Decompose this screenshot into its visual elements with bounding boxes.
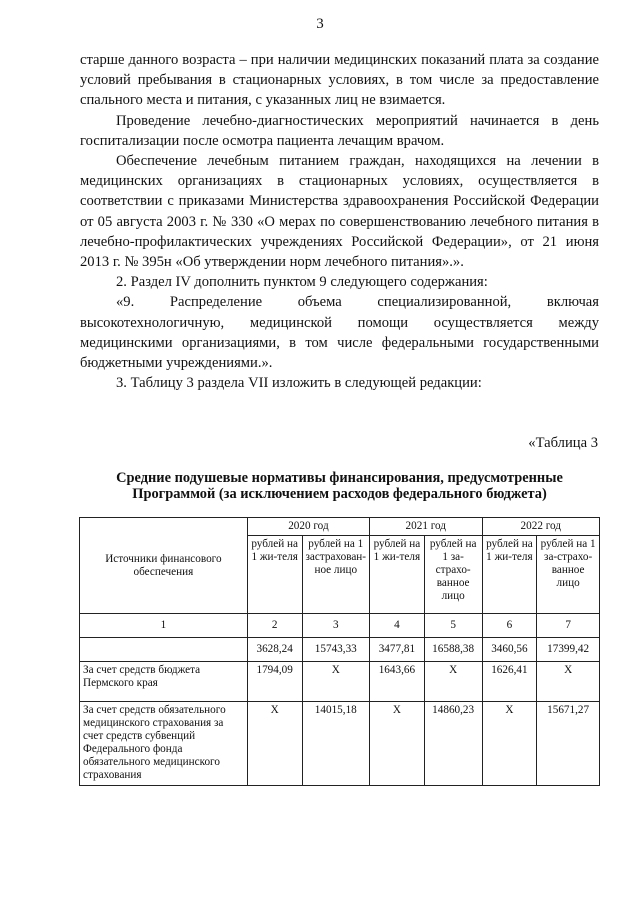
- unit-header: рублей на 1 застрахован-ное лицо: [302, 536, 370, 614]
- unit-header: рублей на 1 жи-теля: [370, 536, 425, 614]
- source-header: Источники финансового обеспечения: [80, 518, 248, 614]
- column-number: 1: [80, 614, 248, 638]
- table-cell: 15671,27: [537, 702, 600, 786]
- year-header: 2020 год: [247, 518, 369, 536]
- row-label: За счет средств бюджета Пермского края: [80, 662, 248, 702]
- table-cell: 14015,18: [302, 702, 370, 786]
- year-header: 2021 год: [370, 518, 483, 536]
- body-text: [80, 50, 599, 393]
- paragraph-section-iv: 2. Раздел IV дополнить пунктом 9 следующего содержания:: [116, 274, 488, 291]
- table-cell: Х: [247, 702, 302, 786]
- table-cell: 14860,23: [424, 702, 482, 786]
- table-row: [80, 702, 600, 786]
- column-number: 6: [482, 614, 537, 638]
- page-number: 3: [316, 16, 324, 32]
- year-header: 2022 год: [482, 518, 599, 536]
- table-caption: «Таблица 3: [528, 435, 598, 451]
- table-cell: 1643,66: [370, 662, 425, 702]
- paragraph-item-9: «9. Распределение объема специализированной, включая высокотехнологичную, медицинской помощи осуществляется между медицинскими организациями, в том числе федеральными государственными бюджетными учреждениями.».: [80, 294, 599, 372]
- table-cell: Х: [424, 662, 482, 702]
- column-number: 3: [302, 614, 370, 638]
- table-cell: 1794,09: [247, 662, 302, 702]
- table-cell: 3628,24: [247, 638, 302, 662]
- column-number: 4: [370, 614, 425, 638]
- paragraph-table-3: 3. Таблицу 3 раздела VII изложить в следующей редакции:: [116, 375, 482, 392]
- financing-table: [79, 517, 600, 786]
- table-cell: 3477,81: [370, 638, 425, 662]
- table-row: [80, 638, 600, 662]
- table-title: Средние подушевые нормативы финансирования, предусмотренные Программой (за исключением расходов федерального бюджета): [116, 470, 563, 502]
- row-label: За счет средств обязательного медицинского страхования за счет средств субвенций Федерального фонда обязательного медицинского страхования: [80, 702, 248, 786]
- paragraph-continuation: старше данного возраста – при наличии медицинских показаний плата за создание условий пребывания в стационарных условиях, в том числе за предоставление спального места и питания, с указанных лиц не взимается.: [80, 52, 599, 109]
- table-cell: Х: [302, 662, 370, 702]
- unit-header: рублей на 1 за-страхо-ванное лицо: [424, 536, 482, 614]
- paragraph-diagnostics: Проведение лечебно-диагностических мероприятий начинается в день госпитализации после осмотра пациента лечащим врачом.: [80, 112, 599, 149]
- table-cell: 17399,42: [537, 638, 600, 662]
- column-number: 7: [537, 614, 600, 638]
- table-cell: Х: [370, 702, 425, 786]
- table-cell: Х: [537, 662, 600, 702]
- table-cell: 3460,56: [482, 638, 537, 662]
- table-header-years: [80, 518, 600, 536]
- table-column-numbers: [80, 614, 600, 638]
- column-number: 2: [247, 614, 302, 638]
- paragraph-nutrition: Обеспечение лечебным питанием граждан, находящихся на лечении в медицинских организациях в стационарных условиях, осуществляется в соответствии с приказами Министерства здравоохранения Российской Федерации от 05 августа 2003 г. № 330 «О мерах по совершенствованию лечебного питания в лечебно-профилактических учреждениях Российской Федерации», от 21 июня 2013 г. № 395н «Об утверждении норм лечебного питания».».: [80, 153, 599, 271]
- table-cell: 15743,33: [302, 638, 370, 662]
- table-cell: Х: [482, 702, 537, 786]
- column-number: 5: [424, 614, 482, 638]
- table-cell: 16588,38: [424, 638, 482, 662]
- unit-header: рублей на 1 жи-теля: [482, 536, 537, 614]
- unit-header: рублей на 1 за-страхо-ванное лицо: [537, 536, 600, 614]
- table-row: [80, 662, 600, 702]
- row-label: [80, 638, 248, 662]
- table-cell: 1626,41: [482, 662, 537, 702]
- unit-header: рублей на 1 жи-теля: [247, 536, 302, 614]
